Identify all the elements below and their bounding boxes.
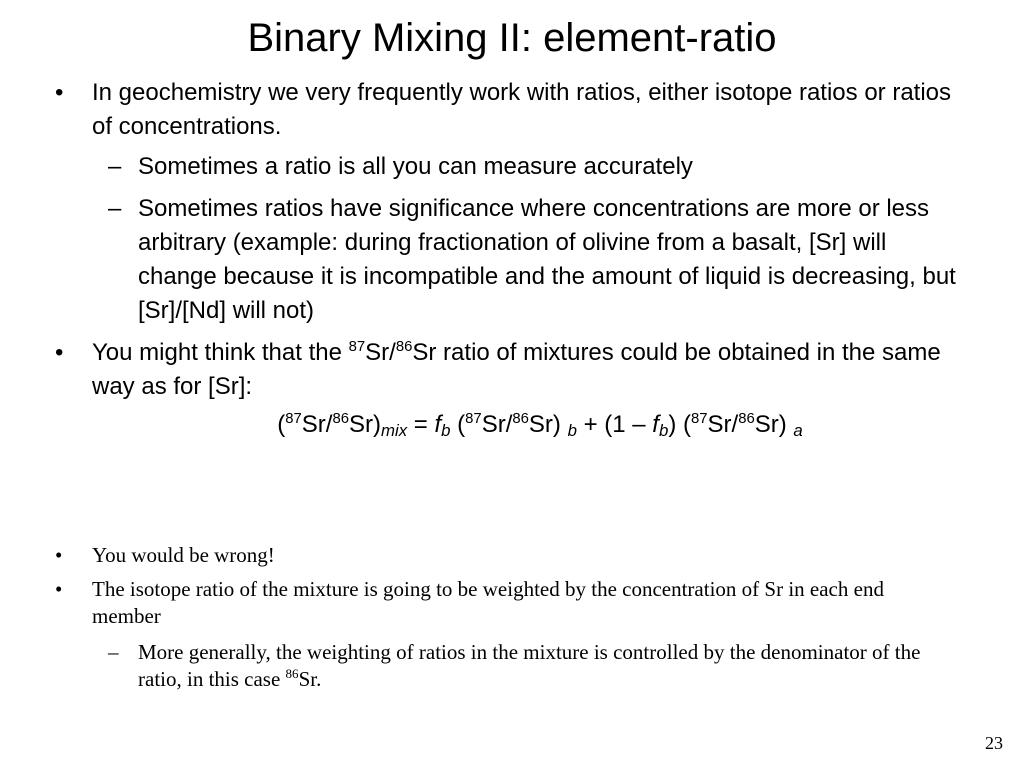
eq-sup: 87 <box>285 411 302 428</box>
eq-sub: mix <box>380 421 408 441</box>
eq-sub: b <box>658 421 669 441</box>
sub-bullet-text: Sometimes a ratio is all you can measure accurately <box>138 153 693 180</box>
bullet-text: The isotope ratio of the mixture is going to be weighted by the concentration of Sr in each end member <box>92 577 884 628</box>
eq-part: = <box>407 411 435 438</box>
text-run: Sr/ <box>365 339 396 366</box>
bullet-marker: • <box>55 79 64 106</box>
bullet-item <box>55 542 955 569</box>
sub-bullet-text <box>138 639 958 693</box>
bullet-marker: • <box>55 543 63 567</box>
bullet-marker: • <box>55 577 63 601</box>
sub-bullet-text: Sometimes ratios have significance where concentrations are more or less arbitrary (example: during fractionation of olivine from a basalt, [Sr] will change because it is incompatible and the amount of liquid is decreasing, but [Sr]/[Nd] will not) <box>138 195 956 324</box>
eq-part: Sr/ <box>707 411 739 438</box>
bullet-text <box>92 336 955 404</box>
eq-sup: 87 <box>465 411 482 428</box>
text-run: Sr. <box>298 667 322 691</box>
bullet-marker: • <box>55 339 64 366</box>
eq-part: + (1 – <box>576 411 653 438</box>
eq-sub: b <box>567 421 577 441</box>
dash-marker: – <box>108 640 119 664</box>
eq-part: ) <box>668 411 677 438</box>
mixing-equation <box>0 408 1024 442</box>
eq-part: ( <box>676 411 691 438</box>
eq-sub: b <box>441 421 451 441</box>
bullet-text: You would be wrong! <box>92 543 275 567</box>
eq-sup: 87 <box>690 411 708 428</box>
text-run: You might think that the <box>92 339 349 366</box>
sub-bullet-item <box>108 192 958 328</box>
eq-part: Sr/ <box>301 411 333 438</box>
eq-part: f <box>434 411 442 438</box>
bullet-text: In geochemistry we very frequently work with ratios, either isotope ratios or ratios of concentrations. <box>92 79 952 140</box>
eq-sup: 86 <box>512 411 529 428</box>
dash-marker: – <box>108 195 122 222</box>
eq-sup: 86 <box>738 411 755 428</box>
dash-marker: – <box>108 153 122 180</box>
slide-title: Binary Mixing II: element-ratio <box>247 16 777 60</box>
superscript: 86 <box>395 339 413 356</box>
eq-part: Sr) <box>754 411 794 438</box>
eq-part: f <box>652 411 659 438</box>
sub-bullet-item <box>108 639 958 693</box>
bullet-item <box>55 576 955 630</box>
eq-part: ( <box>450 411 466 438</box>
text-run: More generally, the weighting of ratios in the mixture is controlled by the denominator of the ratio, in this case <box>138 640 921 691</box>
superscript: 87 <box>348 339 366 356</box>
eq-part: Sr) <box>528 411 568 438</box>
eq-part: Sr) <box>348 411 381 438</box>
eq-sub: a <box>793 421 803 441</box>
bullet-item <box>55 76 955 144</box>
bullet-item <box>55 336 955 404</box>
superscript: 86 <box>285 666 299 682</box>
eq-part: ( <box>277 411 286 438</box>
page-number: 23 <box>985 733 1003 753</box>
eq-part: Sr/ <box>481 411 513 438</box>
eq-sup: 86 <box>332 411 349 428</box>
text-run: Sr ratio of mixtures could be obtained in the same way as for [Sr]: <box>92 339 941 400</box>
sub-bullet-item <box>108 150 958 184</box>
